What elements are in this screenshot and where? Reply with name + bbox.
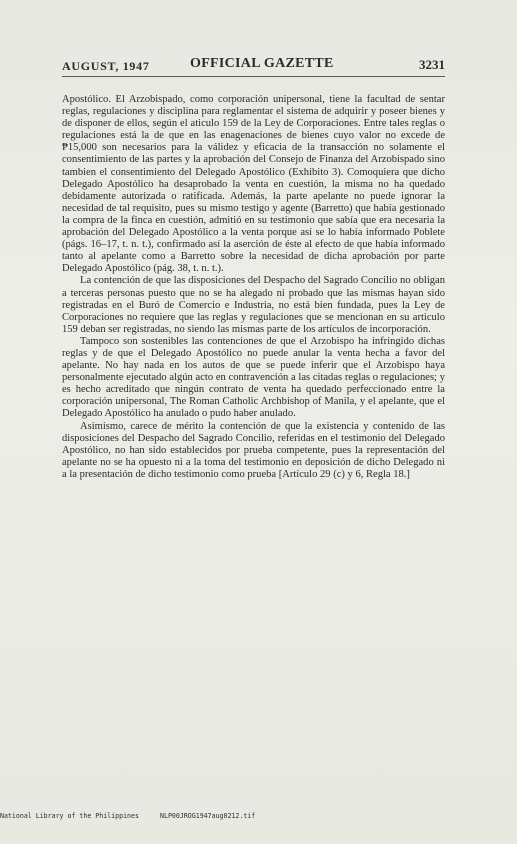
paragraph-3: Tampoco son sostenibles las contenciones de que el Arzobispo ha infringido dichas reglas y de que el Delegado Apostólico no puede anular la venta hecha a favor del apelante. No hay nada en los autos de que se puede inferir que el Arzobispo haya personalmente ejecutado algún acto en contravención a las citadas reglas o regulaciones; y es hecho acreditado que ningún contrato de venta ha quedado perfeccionado entre la corporación unipersonal, The Roman Catholic Archbishop of Manila, y el apelante, que el Delegado Apostólico ha anulado o pudo haber anulado. — [62, 335, 445, 420]
paragraph-1: Apostólico. El Arzobispado, como corporación unipersonal, tiene la facultad de sentar reglas, regulaciones y disciplina para reglamentar el sistema de adquirir y poseer bienes y de disponer de ellos, según el aticulo 159 de la Ley de Corporaciones. Entre tales reglas o regulaciones está la de que en las enagenaciones de bienes cuyo valor no excede de ₱15,000 son necesarios para la válidez y eficacia de la transacción no solamente el consentimiento de las partes y la aprobación del Consejo de Finanza del Arzobispado sino tambien el consentimiento del Delegado Apostólico (Exhibito 3). Comoquiera que dicho Delegado Apostólico ha desaprobado la venta en cuestión, la misma no ha quedado debidamente autorizada o ratificada. Además, la parte apelante no puede ignorar la necesidad de tal requisito, pues su mismo testigo y agente (Barretto) que había gestionado la compra de la finca en cuestión, admitió en su testimonio que sabía que era necesaria la aprobación del Delegado Apostólico a la venta porque así se lo había informado Poblete (págs. 16–17, t. n. t.), confirmado así la aserción de éste al efecto de que había informado tanto al apelante como a Barretto sobre la necesidad de dicha aprobación por parte Delegado Apostólico (pág. 38, t. n. t.). — [62, 94, 445, 275]
paragraph-4: Asimismo, carece de mérito la contención de que la existencia y contenido de las disposiciones del Despacho del Sagrado Concilio, referidas en el testimonio del Delegado Apostólico, no han sido establecidos por prueba competente, pues la representación del apelante no se ha opuesto ni a la toma del testimonio en deposición de dicho Delegado ni a la presentación de dicho testimonio como prueba [Artículo 29 (c) y 6, Regla 18.] — [62, 420, 445, 480]
header-rule — [62, 76, 445, 77]
paragraph-2: La contención de que las disposiciones del Despacho del Sagrado Concilio no obligan a terceras personas puesto que no se ha alegado ni probado que las mismas hayan sido registradas en el Buró de Comercio e Industria, no está bien fundada, pues la Ley de Corporaciones no requiere que las reglas y regulaciones que se mencionan en su articulo 159 deban ser registradas, no siendo las mismas parte de los artículos de incorporación. — [62, 275, 445, 335]
header-publication-title: OFFICIAL GAZETTE — [190, 56, 334, 71]
header-date: AUGUST, 1947 — [62, 59, 150, 73]
header-page-number: 3231 — [419, 57, 445, 72]
page-header — [62, 56, 445, 76]
scan-footer — [0, 812, 517, 823]
body-text — [62, 94, 445, 481]
footer-filename: NLP00JROG1947aug0212.tif — [160, 812, 256, 820]
footer-library-name: National Library of the Philippines — [0, 812, 139, 820]
